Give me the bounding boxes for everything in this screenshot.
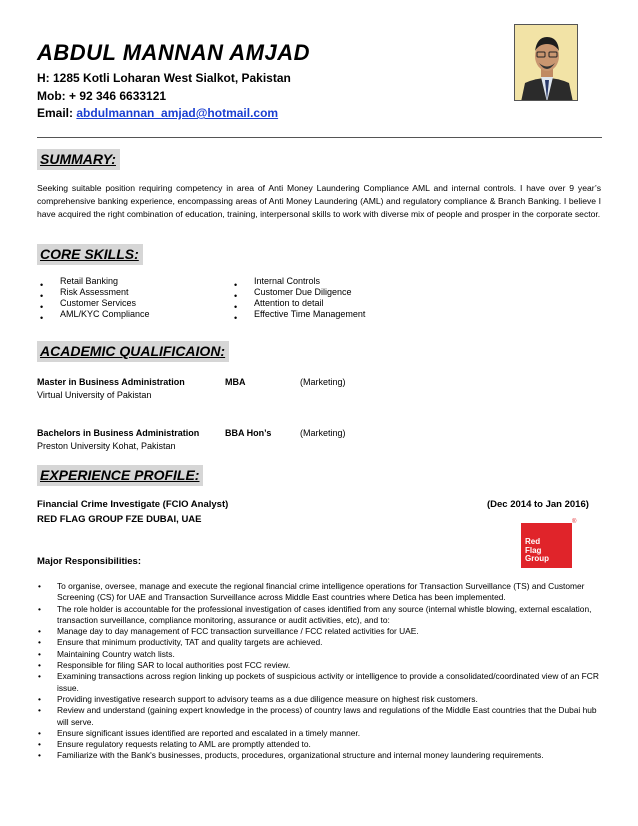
qualification-degree: MBA	[225, 377, 246, 387]
company-logo	[521, 519, 577, 568]
address: H: 1285 Kotli Loharan West Sialkot, Pakistan	[37, 71, 291, 85]
qualification-major: (Marketing)	[300, 428, 346, 438]
summary-heading: SUMMARY:	[37, 149, 120, 170]
bullet-icon: •	[38, 637, 41, 648]
company-logo-text: Red Flag Group	[525, 537, 549, 563]
responsibilities-heading: Major Responsibilities:	[37, 556, 141, 567]
skill-label: Effective Time Management	[254, 309, 366, 319]
skill-bullet: •	[234, 302, 238, 312]
skill-bullet: •	[234, 280, 238, 290]
skill-bullet: •	[40, 302, 44, 312]
responsibility-text: The role holder is accountable for the professional investigation of cases identified from any source (internal whistle blowing, external escalation, transaction surveillance, compliance monitoring, assurance or audit activities, etc), and to:	[57, 603, 592, 625]
skill-label: Customer Services	[60, 298, 137, 308]
header-divider	[37, 137, 602, 138]
list-item	[37, 694, 603, 705]
list-item	[37, 626, 603, 637]
experience-heading: EXPERIENCE PROFILE:	[37, 465, 203, 486]
skill-bullet: •	[40, 280, 44, 290]
qualification-institution: Virtual University of Pakistan	[37, 390, 152, 400]
email-label: Email:	[37, 106, 74, 120]
job-dates: (Dec 2014 to Jan 2016)	[487, 499, 589, 510]
responsibility-text: Providing investigative research support to advisory teams as a due diligence measure on highest risk customers.	[57, 693, 478, 704]
qualification-title: Master in Business Administration	[37, 377, 185, 387]
responsibility-text: Ensure regulatory requests relating to AML are promptly attended to.	[57, 739, 311, 750]
list-item	[37, 660, 603, 671]
skill-label: AML/KYC Compliance	[60, 309, 150, 319]
qualification-title: Bachelors in Business Administration	[37, 428, 200, 438]
bullet-icon: •	[38, 626, 41, 637]
bullet-icon: •	[38, 671, 41, 682]
email-link[interactable]: abdulmannan_amjad@hotmail.com	[76, 106, 279, 120]
skill-item	[234, 308, 237, 326]
skill-label: Attention to detail	[254, 298, 324, 308]
qualification-degree: BBA Hon’s	[225, 428, 272, 438]
company-name: RED FLAG GROUP FZE DUBAI, UAE	[37, 514, 202, 525]
bullet-icon: •	[38, 648, 41, 659]
skill-bullet: •	[234, 313, 238, 323]
list-item	[37, 728, 603, 739]
bullet-icon: •	[38, 739, 41, 750]
core-skills-heading: CORE SKILLS:	[37, 244, 143, 265]
skill-bullet: •	[40, 291, 44, 301]
skill-item	[40, 308, 43, 326]
list-item	[37, 750, 603, 761]
email-line	[37, 106, 278, 120]
responsibility-text: Examining transactions across region linking up pockets of suspicious activity or intelligence to provide a consolidated/coordinated view of an FCR issue.	[57, 671, 599, 693]
list-item	[37, 739, 603, 750]
summary-text: Seeking suitable position requiring competency in area of Anti Money Laundering Compliance AML and internal controls. I have over 9 year’s comprehensive banking experience, encompassing areas of Anti Money Laundering (AML) and regulatory compliance & Branch Banking. I believe I have acquired the right combination of education, training, interpersonal skills to work with diverse mix of people and prosper in the corporate sector.	[37, 183, 601, 220]
skill-label: Retail Banking	[60, 276, 119, 286]
responsibility-text: Responsible for filing SAR to local authorities post FCC review.	[57, 660, 291, 671]
skill-bullet: •	[40, 313, 44, 323]
list-item	[37, 604, 603, 627]
academic-heading: ACADEMIC QUALIFICAION:	[37, 341, 229, 362]
list-item	[37, 581, 603, 604]
bullet-icon: •	[38, 581, 41, 591]
list-item	[37, 671, 603, 694]
responsibilities-list	[37, 581, 603, 762]
bullet-icon: •	[38, 660, 41, 671]
qualification-institution: Preston University Kohat, Pakistan	[37, 441, 176, 451]
qualification-major: (Marketing)	[300, 377, 346, 387]
responsibility-text: Maintaining Country watch lists.	[57, 648, 175, 659]
responsibility-text: Ensure that minimum productivity, TAT and quality targets are achieved.	[57, 637, 323, 648]
list-item	[37, 705, 603, 728]
skill-label: Customer Due Diligence	[254, 287, 352, 297]
profile-photo-image	[515, 25, 578, 101]
list-item	[37, 649, 603, 660]
skill-bullet: •	[234, 291, 238, 301]
responsibility-text: To organise, oversee, manage and execute the regional financial crime intelligence operations for Transaction Surveillance (TS) and Customer Screening (CS) for UAE and Transaction Surveillance across Middle East countries where Detica has been implemented.	[57, 581, 585, 603]
bullet-icon: •	[38, 727, 41, 738]
job-title: Financial Crime Investigate (FCIO Analyst)	[37, 499, 229, 510]
company-logo-mark: ®	[572, 519, 577, 525]
skill-label: Internal Controls	[254, 276, 321, 286]
mobile: Mob: + 92 346 6633121	[37, 89, 167, 103]
bullet-icon: •	[38, 750, 41, 761]
bullet-icon: •	[38, 693, 41, 704]
profile-photo	[514, 24, 578, 101]
responsibility-text: Ensure significant issues identified are reported and escalated in a timely manner.	[57, 727, 361, 738]
responsibility-text: Review and understand (gaining expert knowledge in the process) of country laws and regulations of the Middle East countries that the Dubai hub will serve.	[57, 705, 597, 727]
bullet-icon: •	[38, 705, 41, 716]
skill-label: Risk Assessment	[60, 287, 129, 297]
list-item	[37, 637, 603, 648]
bullet-icon: •	[38, 603, 41, 614]
responsibility-text: Familiarize with the Bank's businesses, products, procedures, organizational structure and internal money laundering requirements.	[57, 750, 544, 761]
candidate-name: ABDUL MANNAN AMJAD	[37, 40, 310, 65]
responsibility-text: Manage day to day management of FCC transaction surveillance / FCC related activities for UAE.	[57, 626, 419, 637]
